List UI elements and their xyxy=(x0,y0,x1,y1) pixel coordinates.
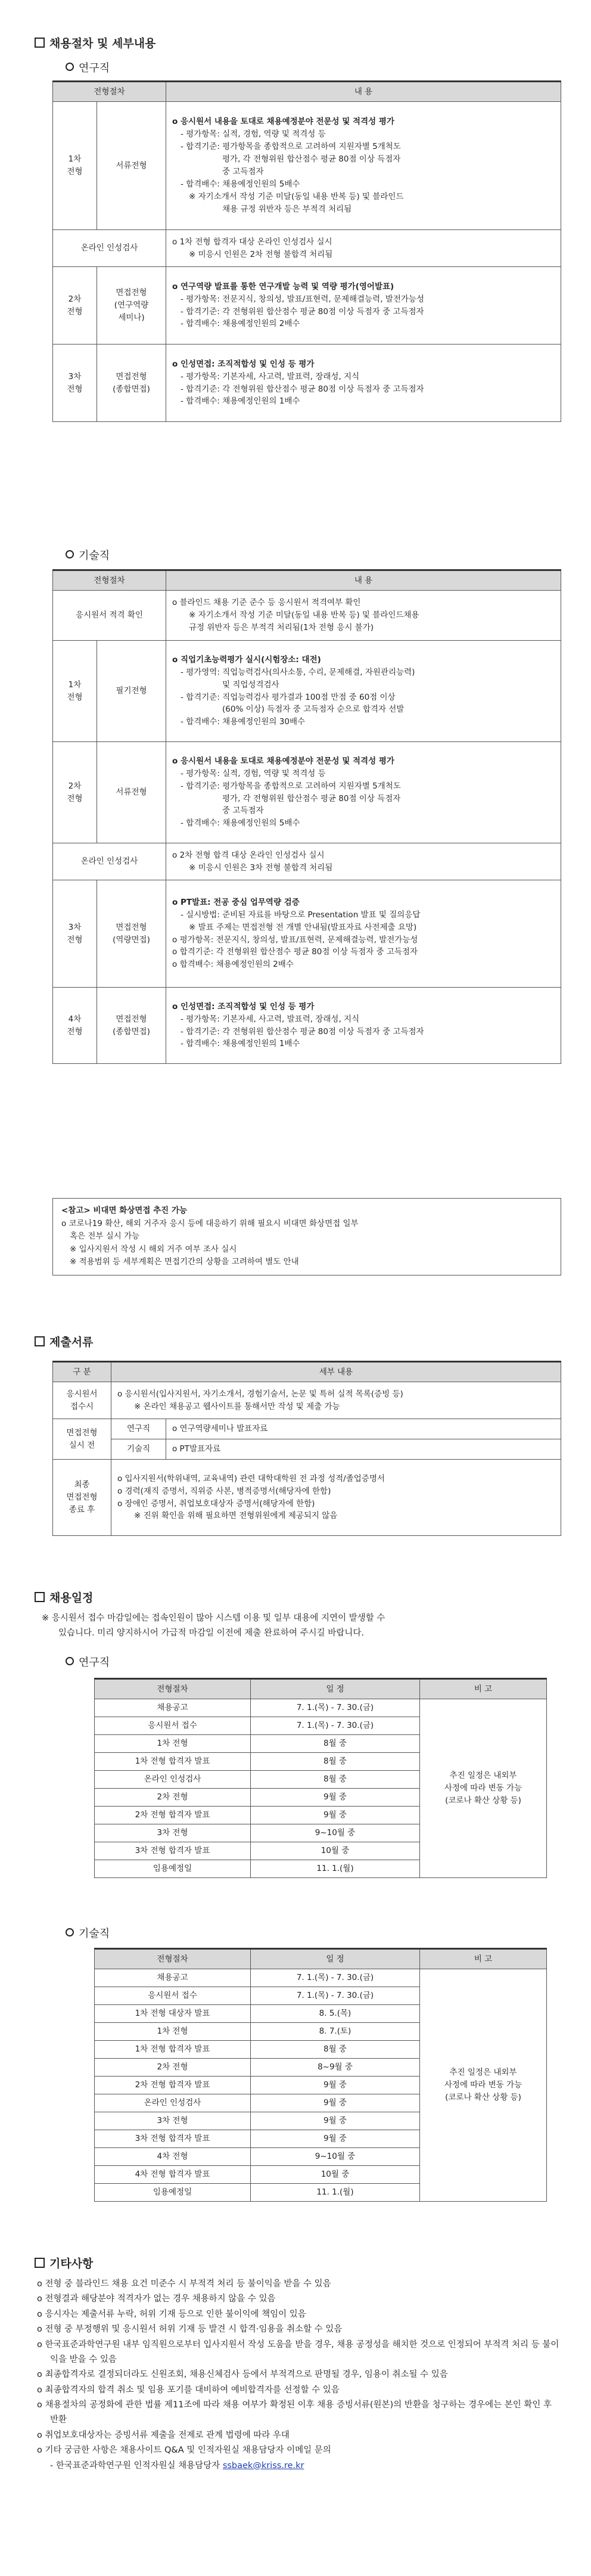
schedule-date-cell: 8월 중 xyxy=(251,1771,420,1789)
schedule-date-cell: 10월 중 xyxy=(251,1842,420,1860)
table-row xyxy=(53,1382,561,1419)
table-row xyxy=(53,1460,561,1536)
subcategory-cell: 연구직 xyxy=(111,1419,166,1439)
content-cell: o 직업기초능력평가 실시(시험장소: 대전) - 평가영역: 직업능력검사(의사소통, 수리, 문제해결, 자원관리능력) 및 직업성격검사 - 합격기준: 직업능력검사 평가결과 100점 만점 중 60점 이상 (60% 이상) 득점자 중 고득점자 순으로 합격자 선발 - 합격배수: 채용예정인원의 30배수 xyxy=(166,641,561,742)
contact-line: - 한국표준과학연구원 인적자원실 채용담당자 ssbaek@kriss.re.kr xyxy=(50,2460,304,2471)
schedule-date-cell: 8. 5.(목) xyxy=(251,2005,420,2023)
content-cell: o 2차 전형 합격 대상 온라인 인성검사 실시 ※ 미응시 인원은 3차 전형 불합격 처리됨 xyxy=(166,843,561,880)
schedule-date-cell: 7. 1.(목) - 7. 30.(금) xyxy=(251,1987,420,2005)
misc-notes-list xyxy=(37,2277,561,2473)
tech-schedule-table: 전형절차 일 정 비 고 채용공고 7. 1.(목) - 7. 30.(금) 추진 일정은 내외부 사정에 따라 변동 가능 (코로나 확산 상황 등) 응시원서 접수 7. 1.(목) - 7. 30.(금) 1차 전형 대상자 발표 8. 5.(목) 1차 전형 8. 7.(토) 1차 전형 합격자 발표 8월 중 2차 전형 8~9월 중 2차 전형 합격자 발표 9월 중 온라인 인성검사 9월 중 3차 전형 9월 중 3차 전형 합격자 발표 9월 중 4차 전형 9~10월 중 4차 전형 합격자 발표 10월 중 임용예정일 11. 1.(월) xyxy=(94,1948,547,2202)
content-cell: o 연구역량 발표를 통한 연구개발 능력 및 역량 평가(영어발표) - 평가항목: 전문지식, 창의성, 발표/표현력, 문제해결능력, 발전가능성 - 합격기준: 각 전형위원 합산점수 평균 80점 이상 득점자 중 고득점자 - 합격배수: 채용예정인원의 2배수 xyxy=(166,267,561,344)
schedule-stage-cell: 채용공고 xyxy=(95,1699,251,1717)
circle-bullet-icon xyxy=(66,1657,74,1665)
schedule-stage-cell: 2차 전형 합격자 발표 xyxy=(95,2077,251,2094)
type-cell: 면접전형 (역량면접) xyxy=(97,880,166,988)
schedule-note-cell: 추진 일정은 내외부 사정에 따라 변동 가능 (코로나 확산 상황 등) xyxy=(420,1969,547,2202)
schedule-stage-cell: 1차 전형 대상자 발표 xyxy=(95,2005,251,2023)
list-item: o 전형결과 해당분야 적격자가 없는 경우 채용하지 않을 수 있음 xyxy=(37,2294,276,2304)
schedule-stage-cell: 2차 전형 xyxy=(95,1789,251,1807)
schedule-date-cell: 9~10월 중 xyxy=(251,1824,420,1842)
schedule-date-cell: 9월 중 xyxy=(251,2130,420,2148)
schedule-intro-note: ※ 응시원서 접수 마감일에는 접속인원이 많아 시스템 이용 및 일부 대용에 지연이 발생할 수 있습니다. 미리 양지하시어 가급적 마감일 이전에 제출 완료하여 주시길 바랍니다. xyxy=(42,1613,385,1638)
content-cell: o 응시원서 내용을 토대로 채용예정분야 전문성 및 적격성 평가 - 평가항목: 실적, 경험, 역량 및 적격성 등 - 합격기준: 평가항목을 종합적으로 고려하여 지원자별 5개척도 평가, 각 전형위원 합산점수 평균 80점 이상 득점자 중 고득점자 - 합격배수: 채용예정인원의 5배수 ※ 자기소개서 작성 기준 미달(동일 내용 반복 등) 및 블라인드 채용 규정 위반자 등은 부적격 처리됨 xyxy=(166,102,561,230)
table-row xyxy=(53,344,561,422)
schedule-note-cell: 추진 일정은 내외부 사정에 따라 변동 가능 (코로나 확산 상황 등) xyxy=(420,1699,547,1878)
list-item: o 최종합격자의 합격 취소 및 임용 포기를 대비하여 예비합격자를 선정할 수 있음 xyxy=(37,2385,340,2395)
type-cell: 면접전형 (종합면접) xyxy=(97,344,166,422)
schedule-date-cell: 9월 중 xyxy=(251,2094,420,2112)
content-cell: o 응시원서 내용을 토대로 채용예정분야 전문성 및 적격성 평가 - 평가항목: 실적, 경험, 역량 및 적격성 등 - 합격기준: 평가항목을 종합적으로 고려하여 지원자별 5개척도 평가, 각 전형위원 합산점수 평균 80점 이상 득점자 중 고득점자 - 합격배수: 채용예정인원의 5배수 xyxy=(166,742,561,843)
circle-bullet-icon xyxy=(66,1928,74,1936)
stage-cell: 온라인 인성검사 xyxy=(53,843,166,880)
schedule-stage-cell: 3차 전형 합격자 발표 xyxy=(95,2130,251,2148)
list-item: o 채용절차의 공정화에 관한 법률 제11조에 따라 채용 여부가 확정된 이후 채용 증빙서류(원본)의 반환을 청구하는 경우에는 본인 확인 후 반환 xyxy=(37,2400,552,2425)
schedule-date-cell: 9월 중 xyxy=(251,1789,420,1807)
table-row xyxy=(53,267,561,344)
stage-cell: 4차 전형 xyxy=(53,988,97,1064)
reference-title: <참고> 비대면 화상면접 추진 가능 xyxy=(61,1206,187,1215)
table-row xyxy=(53,591,561,641)
schedule-date-cell: 7. 1.(목) - 7. 30.(금) xyxy=(251,1969,420,1987)
table-row xyxy=(53,102,561,230)
schedule-stage-cell: 1차 전형 합격자 발표 xyxy=(95,1753,251,1771)
table-row xyxy=(53,843,561,880)
table-row xyxy=(53,230,561,267)
schedule-stage-cell: 1차 전형 합격자 발표 xyxy=(95,2041,251,2059)
checkbox-square-icon xyxy=(35,1592,45,1602)
table-row xyxy=(53,742,561,843)
schedule-date-cell: 10월 중 xyxy=(251,2166,420,2184)
content-cell: o 인성면접: 조직적합성 및 인성 등 평가 - 평가항목: 기본자세, 사고력, 발표력, 장래성, 지식 - 합격기준: 각 전형위원 합산점수 평균 80점 이상 득점자 중 고득점자 - 합격배수: 채용예정인원의 1배수 xyxy=(166,344,561,422)
category-cell: 응시원서 접수시 xyxy=(53,1382,111,1419)
stage-cell: 응시원서 적격 확인 xyxy=(53,591,166,641)
documents-table xyxy=(52,1361,561,1536)
schedule-stage-cell: 4차 전형 합격자 발표 xyxy=(95,2166,251,2184)
schedule-stage-cell: 온라인 인성검사 xyxy=(95,2094,251,2112)
table-row xyxy=(95,1969,547,1987)
stage-cell: 3차 전형 xyxy=(53,344,97,422)
schedule-stage-cell: 3차 전형 합격자 발표 xyxy=(95,1842,251,1860)
type-cell: 면접전형 (종합면접) xyxy=(97,988,166,1064)
content-cell: o 블라인드 채용 기준 준수 등 응시원서 적격여부 확인 ※ 자기소개서 작성 기준 미달(동일 내용 반복 등) 및 블라인드채용 규정 위반자 등은 부적격 처리됨(1차 전형 응시 불가) xyxy=(166,591,561,641)
stage-cell: 1차 전형 xyxy=(53,102,97,230)
research-schedule-table: 전형절차 일 정 비 고 채용공고 7. 1.(목) - 7. 30.(금) 추진 일정은 내외부 사정에 따라 변동 가능 (코로나 확산 상황 등) 응시원서 접수 7. 1.(목) - 7. 30.(금) 1차 전형 8월 중 1차 전형 합격자 발표 8월 중 온라인 인성검사 8월 중 2차 전형 9월 중 2차 전형 합격자 발표 9월 중 3차 전형 9~10월 중 3차 전형 합격자 발표 10월 중 임용예정일 11. 1.(월) xyxy=(94,1678,547,1878)
col-header-detail: 세부 내용 xyxy=(111,1362,561,1382)
stage-cell: 2차 전형 xyxy=(53,267,97,344)
list-item: o 최종합격자로 결정되더라도 신원조회, 채용신체검사 등에서 부적격으로 판명될 경우, 임용이 취소될 수 있음 xyxy=(37,2370,448,2380)
category-cell: 최종 면접전형 종료 후 xyxy=(53,1460,111,1536)
detail-cell: o 입사지원서(학위내역, 교육내역) 관련 대학대학원 전 과정 성적/졸업증명서 o 경력(재직 증명서, 직위증 사본, 병적증명서(해당자에 한함) o 장애인 증명서, 취업보호대상자 증명서(해당자에 한함) ※ 진위 확인을 위해 필요하면 전형위원에게 제공되지 않음 xyxy=(111,1460,561,1536)
list-item: o 취업보호대상자는 증빙서류 제출을 전제로 관계 법령에 따라 우대 xyxy=(37,2430,290,2440)
schedule-date-cell: 8월 중 xyxy=(251,2041,420,2059)
schedule-date-cell: 9월 중 xyxy=(251,2112,420,2130)
schedule-stage-cell: 1차 전형 xyxy=(95,1735,251,1753)
col-header-stage: 전형절차 xyxy=(53,570,166,591)
content-cell: o PT발표: 전공 중심 업무역량 검증 - 실시방법: 준비된 자료를 바탕으로 Presentation 발표 및 질의응답 ※ 발표 주제는 면접전형 전 개별 안내됨(발표자료 사전제출 요망) o 평가항목: 전문지식, 창의성, 발표/표현력, 문제해결능력, 발전가능성 o 합격기준: 각 전형위원 합산점수 평균 80점 이상 득점자 중 고득점자 o 합격배수: 채용예정인원의 2배수 xyxy=(166,880,561,988)
section-title-documents: 제출서류 xyxy=(35,1333,93,1349)
table-row xyxy=(53,988,561,1064)
subsection-research-schedule: 연구직 xyxy=(66,1654,110,1669)
list-item: o 응시자는 제출서류 누락, 허위 기재 등으로 인한 불이익에 책임이 있음 xyxy=(37,2309,306,2319)
circle-bullet-icon xyxy=(66,63,74,71)
subsection-tech-schedule: 기술직 xyxy=(66,1925,110,1941)
table-row xyxy=(53,1439,561,1460)
col-header-content: 내 용 xyxy=(166,570,561,591)
schedule-date-cell: 8월 중 xyxy=(251,1735,420,1753)
list-item: o 한국표준과학연구원 내부 임직원으로부터 입사지원서 작성 도움을 받을 경우, 채용 공정성을 해치한 것으로 인정되어 부적격 처리 등 불이익을 받을 수 있음 xyxy=(37,2339,559,2364)
list-item: o 전형 중 블라인드 채용 요건 미준수 시 부적격 처리 등 불이익을 받을 수 있음 xyxy=(37,2279,331,2289)
schedule-date-cell: 9월 중 xyxy=(251,2077,420,2094)
stage-cell: 1차 전형 xyxy=(53,641,97,742)
schedule-stage-cell: 3차 전형 xyxy=(95,2112,251,2130)
schedule-date-cell: 11. 1.(월) xyxy=(251,2184,420,2202)
subsection-tech: 기술직 xyxy=(66,547,110,563)
table-row xyxy=(53,880,561,988)
schedule-date-cell: 8~9월 중 xyxy=(251,2059,420,2077)
category-cell: 면접전형 실시 전 xyxy=(53,1419,111,1460)
subcategory-cell: 기술직 xyxy=(111,1439,166,1460)
research-process-table xyxy=(52,80,561,422)
detail-cell: o PT발표자료 xyxy=(166,1439,561,1460)
type-cell: 면접전형 (연구역량 세미나) xyxy=(97,267,166,344)
reference-box-video-interview: <참고> 비대면 화상면접 추진 가능 o 코로나19 확산, 해외 거주자 응시 등에 대응하기 위해 필요시 비대면 화상면접 일부 혹은 전부 실시 가능 ※ 입사지원서 작성 시 해외 거주 여부 조사 실시 ※ 적용범위 등 세부계획은 면접기간의 상황을 고려하여 별도 안내 xyxy=(52,1198,561,1275)
list-item: o 기타 궁금한 사항은 채용사이트 Q&A 및 인적자원실 채용담당자 이메일 문의 xyxy=(37,2445,331,2456)
schedule-date-cell: 8월 중 xyxy=(251,1753,420,1771)
type-cell: 필기전형 xyxy=(97,641,166,742)
stage-cell: 2차 전형 xyxy=(53,742,97,843)
section-title-schedule: 채용일정 xyxy=(35,1589,93,1605)
content-cell: o 1차 전형 합격자 대상 온라인 인성검사 실시 ※ 미응시 인원은 2차 전형 불합격 처리됨 xyxy=(166,230,561,267)
schedule-date-cell: 8. 7.(토) xyxy=(251,2023,420,2041)
schedule-stage-cell: 임용예정일 xyxy=(95,1860,251,1878)
schedule-date-cell: 7. 1.(목) - 7. 30.(금) xyxy=(251,1717,420,1735)
email-link[interactable]: ssbaek@kriss.re.kr xyxy=(222,2460,304,2471)
table-row xyxy=(95,1699,547,1717)
table-row xyxy=(53,641,561,742)
subsection-research: 연구직 xyxy=(66,60,110,75)
schedule-stage-cell: 3차 전형 xyxy=(95,1824,251,1842)
content-cell: o 인성면접: 조직적합성 및 인성 등 평가 - 평가항목: 기본자세, 사고력, 발표력, 장래성, 지식 - 합격기준: 각 전형위원 합산점수 평균 80점 이상 득점자 중 고득점자 - 합격배수: 채용예정인원의 1배수 xyxy=(166,988,561,1064)
stage-cell: 3차 전형 xyxy=(53,880,97,988)
col-header-stage: 전형절차 xyxy=(53,82,166,102)
checkbox-square-icon xyxy=(35,2258,45,2268)
schedule-date-cell: 7. 1.(목) - 7. 30.(금) xyxy=(251,1699,420,1717)
col-header-category: 구 분 xyxy=(53,1362,111,1382)
detail-cell: o 연구역량세미나 발표자료 xyxy=(166,1419,561,1439)
detail-cell: o 응시원서(입사지원서, 자기소개서, 경험기술서, 논문 및 특허 실적 목록(증빙 등) ※ 온라인 채용공고 웹사이트를 통해서만 작성 및 제출 가능 xyxy=(111,1382,561,1419)
schedule-stage-cell: 1차 전형 xyxy=(95,2023,251,2041)
stage-cell: 온라인 인성검사 xyxy=(53,230,166,267)
section-title-process: 채용절차 및 세부내용 xyxy=(35,35,155,51)
schedule-stage-cell: 응시원서 접수 xyxy=(95,1717,251,1735)
section-title-misc: 기타사항 xyxy=(35,2255,93,2271)
tech-process-table xyxy=(52,569,561,1064)
checkbox-square-icon xyxy=(35,1336,45,1346)
schedule-date-cell: 9월 중 xyxy=(251,1807,420,1824)
schedule-stage-cell: 온라인 인성검사 xyxy=(95,1771,251,1789)
schedule-stage-cell: 2차 전형 합격자 발표 xyxy=(95,1807,251,1824)
type-cell: 서류전형 xyxy=(97,102,166,230)
schedule-date-cell: 9~10월 중 xyxy=(251,2148,420,2166)
circle-bullet-icon xyxy=(66,550,74,558)
schedule-stage-cell: 응시원서 접수 xyxy=(95,1987,251,2005)
schedule-date-cell: 11. 1.(월) xyxy=(251,1860,420,1878)
type-cell: 서류전형 xyxy=(97,742,166,843)
table-row xyxy=(53,1419,561,1439)
schedule-stage-cell: 임용예정일 xyxy=(95,2184,251,2202)
schedule-stage-cell: 채용공고 xyxy=(95,1969,251,1987)
schedule-stage-cell: 2차 전형 xyxy=(95,2059,251,2077)
checkbox-square-icon xyxy=(35,38,45,48)
schedule-stage-cell: 4차 전형 xyxy=(95,2148,251,2166)
list-item: o 전형 중 부정행위 및 응시원서 허위 기재 등 발견 시 합격·임용을 취소할 수 있음 xyxy=(37,2324,343,2335)
col-header-content: 내 용 xyxy=(166,82,561,102)
